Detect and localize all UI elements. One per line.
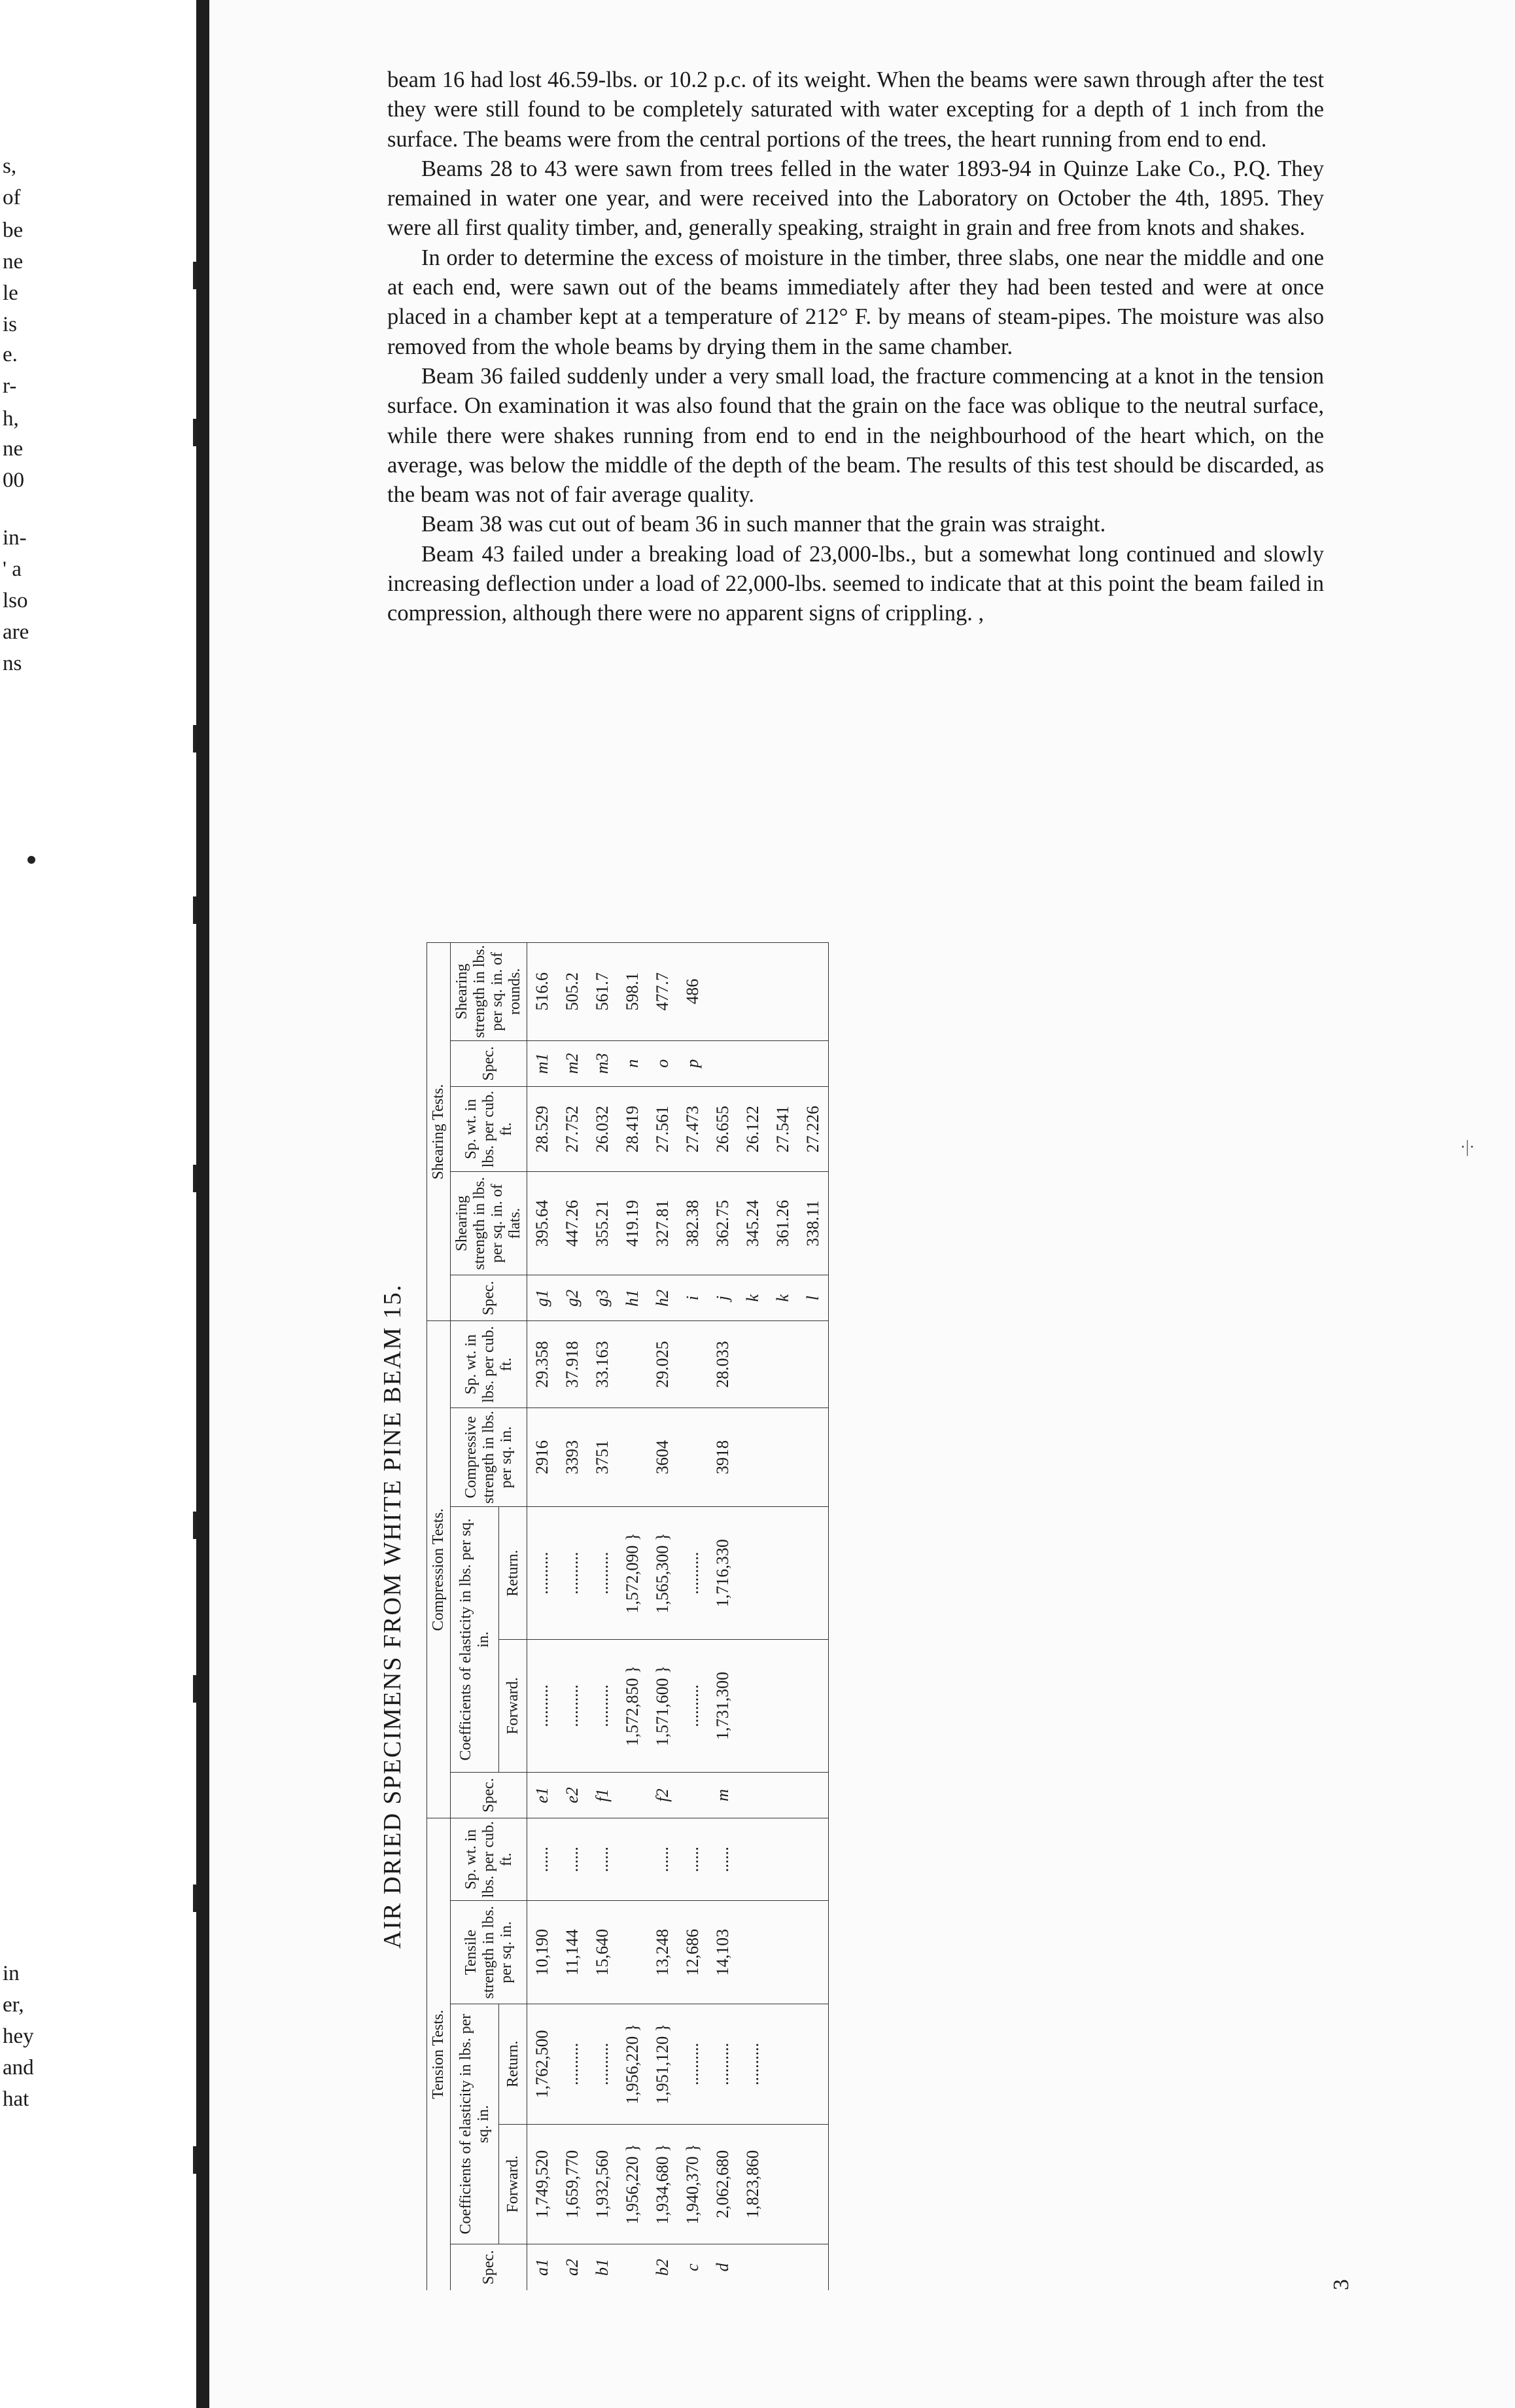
table-cell: 345.24 <box>738 1172 768 1275</box>
table-cell <box>618 2244 648 2290</box>
col-header-coefficients: Coefficients of elasticity in lbs. per sq. in. <box>451 2004 499 2244</box>
table-cell: 1,572,850 } <box>618 1640 648 1773</box>
table-row <box>738 943 768 2291</box>
table-cell: g2 <box>557 1275 587 1321</box>
table-cell <box>768 1040 798 1086</box>
previous-page-fragment: in- <box>3 526 27 550</box>
table-cell <box>708 1040 738 1086</box>
table-cell <box>798 2004 829 2125</box>
table-cell: .......... <box>557 1507 587 1640</box>
col-header-return: Return. <box>499 1507 527 1640</box>
table-cell: 1,932,560 <box>587 2124 618 2244</box>
previous-page-fragment: er, <box>3 1993 24 2017</box>
table-row <box>678 943 708 2291</box>
group-header-shearing: Shearing Tests. <box>427 943 451 1321</box>
table-cell: 598.1 <box>618 943 648 1041</box>
table-cell: a1 <box>527 2244 558 2290</box>
table-cell: 27.473 <box>678 1086 708 1171</box>
table-cell <box>708 943 738 1041</box>
table-cell <box>618 1818 648 1901</box>
table-cell: 419.19 <box>618 1172 648 1275</box>
col-header-tensile: Tensile strength in lbs. per sq. in. <box>451 1901 527 2004</box>
table-cell: 338.11 <box>798 1172 829 1275</box>
table-cell: 1,956,220 } <box>618 2004 648 2125</box>
table-row <box>527 943 558 2291</box>
table-cell <box>738 1818 768 1901</box>
group-header-tension: Tension Tests. <box>427 1818 451 2290</box>
table-cell: 12,686 <box>678 1901 708 2004</box>
table-cell <box>738 1507 768 1640</box>
col-header-sp-wt: Sp. wt. in lbs. per cub. ft. <box>451 1321 527 1408</box>
table-cell: o <box>648 1040 678 1086</box>
previous-page-fragment: ne <box>3 437 24 461</box>
table-cell: 1,659,770 <box>557 2124 587 2244</box>
table-cell: 561.7 <box>587 943 618 1041</box>
page-number: 3 <box>1329 2279 1353 2290</box>
table-cell: f1 <box>587 1772 618 1818</box>
table-cell: 516.6 <box>527 943 558 1041</box>
table-cell: 477.7 <box>648 943 678 1041</box>
table-cell <box>768 2004 798 2125</box>
col-header-compressive: Compressive strength in lbs. per sq. in. <box>451 1408 527 1507</box>
table-cell <box>798 1040 829 1086</box>
table-row <box>768 943 798 2291</box>
previous-page-fragment: ne <box>3 250 24 274</box>
table-row <box>648 943 678 2291</box>
previous-page-fragment: ns <box>3 652 22 675</box>
table-cell: 1,749,520 <box>527 2124 558 2244</box>
table-cell <box>798 1640 829 1773</box>
group-header-compression: Compression Tests. <box>427 1321 451 1818</box>
table-cell: c <box>678 2244 708 2290</box>
col-header-return: Return. <box>499 2004 527 2125</box>
table-cell <box>738 943 768 1041</box>
page-gutter <box>196 0 209 2408</box>
table-cell: 327.81 <box>648 1172 678 1275</box>
table-cell <box>798 1507 829 1640</box>
table-cell <box>738 1901 768 2004</box>
table-cell: 26.032 <box>587 1086 618 1171</box>
col-header-shear-rounds: Shearing strength in lbs. per sq. in. of rounds. <box>451 943 527 1041</box>
table-cell <box>768 943 798 1041</box>
table-cell: 1,934,680 } <box>648 2124 678 2244</box>
table-cell: 1,571,600 } <box>648 1640 678 1773</box>
rotated-table-block <box>373 942 1380 2290</box>
table-cell <box>618 1772 648 1818</box>
col-header-shear-flats: Shearing strength in lbs. per sq. in. of flats. <box>451 1172 527 1275</box>
table-cell <box>678 1772 708 1818</box>
table-cell: ...... <box>587 1818 618 1901</box>
table-cell: .......... <box>678 1640 708 1773</box>
table-row <box>587 943 618 2291</box>
table-cell: 1,716,330 <box>708 1507 738 1640</box>
table-cell <box>768 1772 798 1818</box>
paragraph: beam 16 had lost 46.59-lbs. or 10.2 p.c. of its weight. When the beams were sawn through after the test they were still found to be completely saturated with water excepting for a depth of 1 inch from the surface. The beams were from the central portions of the trees, the heart running from end to end. <box>387 67 1324 152</box>
table-cell: 33.163 <box>587 1321 618 1408</box>
col-header-spec: Spec. <box>451 1772 527 1818</box>
table-cell <box>738 1772 768 1818</box>
col-header-spec: Spec. <box>451 1040 527 1086</box>
table-cell: 382.38 <box>678 1172 708 1275</box>
table-cell: ...... <box>648 1818 678 1901</box>
table-cell: 15,640 <box>587 1901 618 2004</box>
previous-page-fragment: hat <box>3 2087 29 2111</box>
table-cell: 2,062,680 <box>708 2124 738 2244</box>
table-cell <box>618 1408 648 1507</box>
table-cell <box>768 1640 798 1773</box>
table-body <box>527 943 829 2291</box>
table-cell <box>738 1321 768 1408</box>
document-page <box>209 0 1515 2408</box>
table-cell: 13,248 <box>648 1901 678 2004</box>
previous-page-fragment: of <box>3 186 21 209</box>
table-cell: 505.2 <box>557 943 587 1041</box>
table-cell: e2 <box>557 1772 587 1818</box>
table-cell: b2 <box>648 2244 678 2290</box>
table-cell: ...... <box>557 1818 587 1901</box>
col-header-forward: Forward. <box>499 2124 527 2244</box>
table-cell <box>798 1321 829 1408</box>
table-cell: .......... <box>587 2004 618 2125</box>
col-header-coefficients: Coefficients of elasticity in lbs. per sq. in. <box>451 1507 499 1772</box>
table-row <box>557 943 587 2291</box>
table-row <box>708 943 738 2291</box>
table-cell <box>798 1408 829 1507</box>
table-cell <box>738 1640 768 1773</box>
table-cell: 14,103 <box>708 1901 738 2004</box>
table-cell: 3918 <box>708 1408 738 1507</box>
table-cell: b1 <box>587 2244 618 2290</box>
ink-speck: ·|· <box>1460 1137 1475 1156</box>
table-cell: m <box>708 1772 738 1818</box>
paragraph: Beam 43 failed under a breaking load of 23,000-lbs., but a somewhat long continued and slowly increasing deflection under a load of 22,000-lbs. seemed to indicate that at this point the beam failed in compression, although there were no apparent signs of crippling. , <box>387 541 1324 626</box>
previous-page-fragment: 00 <box>3 469 24 492</box>
table-cell: m3 <box>587 1040 618 1086</box>
table-cell: 10,190 <box>527 1901 558 2004</box>
table-cell: 1,572,090 } <box>618 1507 648 1640</box>
table-cell: 28.033 <box>708 1321 738 1408</box>
previous-page-edge <box>0 0 196 2408</box>
table-title: AIR DRIED SPECIMENS FROM WHITE PINE BEAM 15. <box>379 1283 406 1949</box>
table-cell <box>768 2124 798 2244</box>
table-row <box>798 943 829 2291</box>
table-cell: 395.64 <box>527 1172 558 1275</box>
table-cell: 1,565,300 } <box>648 1507 678 1640</box>
table-cell: 1,940,370 } <box>678 2124 708 2244</box>
col-header-spec: Spec. <box>451 1275 527 1321</box>
table-cell: 1,731,300 <box>708 1640 738 1773</box>
table-cell: .......... <box>557 2004 587 2125</box>
table-cell: k <box>768 1275 798 1321</box>
paragraph: Beam 38 was cut out of beam 36 in such manner that the grain was straight. <box>421 512 1106 537</box>
table-cell: ...... <box>678 1818 708 1901</box>
previous-page-fragment: is <box>3 313 18 336</box>
table-cell: 27.752 <box>557 1086 587 1171</box>
body-text <box>387 65 1324 629</box>
table-cell: 28.419 <box>618 1086 648 1171</box>
table-cell <box>798 943 829 1041</box>
table-cell: .......... <box>678 1507 708 1640</box>
previous-page-fragment: ' a <box>3 558 22 581</box>
table-cell <box>738 2244 768 2290</box>
previous-page-fragment: h, <box>3 407 19 431</box>
table-cell <box>678 1408 708 1507</box>
table-cell: ...... <box>527 1818 558 1901</box>
table-cell: 1,956,220 } <box>618 2124 648 2244</box>
table-cell <box>678 1321 708 1408</box>
table-cell: 26.655 <box>708 1086 738 1171</box>
previous-page-fragment: are <box>3 620 29 644</box>
previous-page-fragment: be <box>3 219 24 242</box>
table-cell: i <box>678 1275 708 1321</box>
table-cell: 1,823,860 <box>738 2124 768 2244</box>
ink-dot <box>27 856 35 864</box>
table-cell: n <box>618 1040 648 1086</box>
data-table <box>427 942 829 2290</box>
previous-page-fragment: hey <box>3 2025 34 2048</box>
col-header-forward: Forward. <box>499 1640 527 1773</box>
table-cell <box>768 2244 798 2290</box>
table-cell: h2 <box>648 1275 678 1321</box>
paragraph: In order to determine the excess of moisture in the timber, three slabs, one near the middle and one at each end, were sawn out of the beams immediately after they had been tested and were at once placed in a chamber kept at a temperature of 212° F. by means of steam-pipes. The moisture was also removed from the whole beams by drying them in the same chamber. <box>387 245 1324 359</box>
table-cell: .......... <box>527 1640 558 1773</box>
table-cell: 27.541 <box>768 1086 798 1171</box>
table-cell: 1,762,500 <box>527 2004 558 2125</box>
table-cell: 362.75 <box>708 1172 738 1275</box>
table-cell <box>768 1507 798 1640</box>
previous-page-fragment: r- <box>3 374 17 398</box>
previous-page-fragment: s, <box>3 154 17 178</box>
previous-page-fragment: in <box>3 1962 20 1985</box>
table-cell: f2 <box>648 1772 678 1818</box>
table-cell <box>798 1818 829 1901</box>
table-cell: .......... <box>738 2004 768 2125</box>
table-cell: .......... <box>708 2004 738 2125</box>
table-cell <box>798 1772 829 1818</box>
table-cell: .......... <box>557 1640 587 1773</box>
table-cell <box>738 1040 768 1086</box>
col-header-sp-wt: Sp. wt. in lbs. per cub. ft. <box>451 1818 527 1901</box>
previous-page-fragment: e. <box>3 343 18 366</box>
table-cell <box>798 1901 829 2004</box>
previous-page-fragment: and <box>3 2056 34 2080</box>
table-cell: d <box>708 2244 738 2290</box>
table-cell <box>618 1321 648 1408</box>
table-cell: g1 <box>527 1275 558 1321</box>
table-cell: 361.26 <box>768 1172 798 1275</box>
table-cell: 3604 <box>648 1408 678 1507</box>
previous-page-fragment: le <box>3 281 18 305</box>
table-cell: p <box>678 1040 708 1086</box>
table-cell <box>618 1901 648 2004</box>
table-cell: h1 <box>618 1275 648 1321</box>
col-header-sp-wt: Sp. wt. in lbs. per cub. ft. <box>451 1086 527 1171</box>
table-cell: 29.025 <box>648 1321 678 1408</box>
table-cell: .......... <box>678 2004 708 2125</box>
table-cell <box>768 1321 798 1408</box>
table-cell: l <box>798 1275 829 1321</box>
table-cell: m2 <box>557 1040 587 1086</box>
table-cell: 27.561 <box>648 1086 678 1171</box>
table-cell: a2 <box>557 2244 587 2290</box>
table-cell: 26.122 <box>738 1086 768 1171</box>
table-cell: g3 <box>587 1275 618 1321</box>
table-cell: ...... <box>708 1818 738 1901</box>
table-cell: k <box>738 1275 768 1321</box>
table-cell: 28.529 <box>527 1086 558 1171</box>
table-cell <box>798 2244 829 2290</box>
table-cell: j <box>708 1275 738 1321</box>
table-cell <box>798 2124 829 2244</box>
table-cell: .......... <box>587 1507 618 1640</box>
table-cell: e1 <box>527 1772 558 1818</box>
table-cell: m1 <box>527 1040 558 1086</box>
table-cell: 29.358 <box>527 1321 558 1408</box>
paragraph: Beams 28 to 43 were sawn from trees felled in the water 1893-94 in Quinze Lake Co., P.Q. They remained in water one year, and were received into the Laboratory on October the 4th, 1895. They were all first quality timber, and, generally speaking, straight in grain and free from knots and shakes. <box>387 156 1324 241</box>
table-cell: 486 <box>678 943 708 1041</box>
table-cell <box>768 1818 798 1901</box>
table-row <box>618 943 648 2291</box>
table-cell: 3393 <box>557 1408 587 1507</box>
table-cell: 11,144 <box>557 1901 587 2004</box>
table-cell: 355.21 <box>587 1172 618 1275</box>
table-cell: .......... <box>527 1507 558 1640</box>
col-header-spec: Spec. <box>451 2244 527 2290</box>
table-cell <box>738 1408 768 1507</box>
table-cell: .......... <box>587 1640 618 1773</box>
table-cell: 1,951,120 } <box>648 2004 678 2125</box>
paragraph: Beam 36 failed suddenly under a very small load, the fracture commencing at a knot in the tension surface. On examination it was also found that the grain on the face was oblique to the neutral surface, while there were shakes running from end to end in the neighbourhood of the heart which, on the average, was below the middle of the depth of the beam. The results of this test should be discarded, as the beam was not of fair average quality. <box>387 363 1324 508</box>
table-cell <box>768 1901 798 2004</box>
table-cell: 3751 <box>587 1408 618 1507</box>
table-cell: 27.226 <box>798 1086 829 1171</box>
table-cell: 2916 <box>527 1408 558 1507</box>
table-cell: 447.26 <box>557 1172 587 1275</box>
table-cell: 37.918 <box>557 1321 587 1408</box>
previous-page-fragment: lso <box>3 589 28 612</box>
table-cell <box>768 1408 798 1507</box>
